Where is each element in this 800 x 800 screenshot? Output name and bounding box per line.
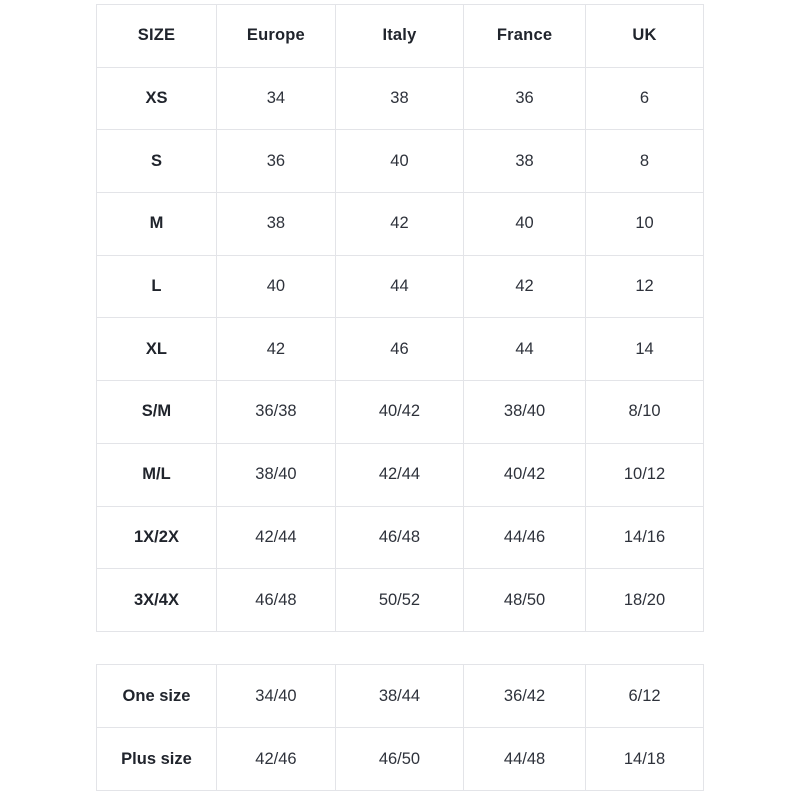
cell-italy: 40 bbox=[335, 130, 463, 193]
row-label: L bbox=[97, 255, 217, 318]
row-label: S/M bbox=[97, 381, 217, 444]
cell-europe: 34/40 bbox=[216, 665, 335, 728]
cell-france: 36/42 bbox=[464, 665, 586, 728]
cell-france: 36 bbox=[464, 67, 586, 130]
cell-europe: 34 bbox=[216, 67, 335, 130]
column-header-uk: UK bbox=[586, 5, 704, 68]
cell-europe: 36/38 bbox=[216, 381, 335, 444]
cell-uk: 10/12 bbox=[586, 443, 704, 506]
cell-europe: 38/40 bbox=[216, 443, 335, 506]
cell-france: 44 bbox=[464, 318, 586, 381]
cell-italy: 40/42 bbox=[335, 381, 463, 444]
table-row bbox=[97, 255, 704, 318]
cell-uk: 6 bbox=[586, 67, 704, 130]
cell-italy: 44 bbox=[335, 255, 463, 318]
cell-europe: 36 bbox=[216, 130, 335, 193]
cell-italy: 46/50 bbox=[335, 728, 463, 791]
cell-france: 40 bbox=[464, 193, 586, 256]
row-label: XL bbox=[97, 318, 217, 381]
cell-uk: 14/18 bbox=[586, 728, 704, 791]
cell-uk: 14/16 bbox=[586, 506, 704, 569]
cell-italy: 50/52 bbox=[335, 569, 463, 632]
cell-france: 44/46 bbox=[464, 506, 586, 569]
cell-europe: 42/44 bbox=[216, 506, 335, 569]
cell-france: 38/40 bbox=[464, 381, 586, 444]
cell-uk: 18/20 bbox=[586, 569, 704, 632]
table-row bbox=[97, 318, 704, 381]
row-label: XS bbox=[97, 67, 217, 130]
cell-europe: 42 bbox=[216, 318, 335, 381]
cell-italy: 42/44 bbox=[335, 443, 463, 506]
cell-europe: 42/46 bbox=[216, 728, 335, 791]
table-row bbox=[97, 665, 704, 728]
cell-france: 40/42 bbox=[464, 443, 586, 506]
row-label: One size bbox=[97, 665, 217, 728]
row-label: S bbox=[97, 130, 217, 193]
secondary-size-table bbox=[96, 664, 704, 791]
table-row bbox=[97, 381, 704, 444]
cell-uk: 12 bbox=[586, 255, 704, 318]
cell-italy: 38 bbox=[335, 67, 463, 130]
table-row bbox=[97, 569, 704, 632]
cell-france: 48/50 bbox=[464, 569, 586, 632]
secondary-size-table-body bbox=[97, 665, 704, 791]
main-size-table bbox=[96, 4, 704, 632]
cell-uk: 14 bbox=[586, 318, 704, 381]
table-header-row bbox=[97, 5, 704, 68]
table-row bbox=[97, 728, 704, 791]
row-label: 1X/2X bbox=[97, 506, 217, 569]
cell-europe: 38 bbox=[216, 193, 335, 256]
page-title bbox=[0, 21, 1, 22]
cell-france: 42 bbox=[464, 255, 586, 318]
table-row bbox=[97, 130, 704, 193]
row-label: M/L bbox=[97, 443, 217, 506]
main-size-table-body bbox=[97, 67, 704, 631]
cell-italy: 38/44 bbox=[335, 665, 463, 728]
row-label: M bbox=[97, 193, 217, 256]
cell-uk: 8 bbox=[586, 130, 704, 193]
cell-france: 44/48 bbox=[464, 728, 586, 791]
main-size-table-head bbox=[97, 5, 704, 68]
column-header-europe: Europe bbox=[216, 5, 335, 68]
row-label: Plus size bbox=[97, 728, 217, 791]
column-header-italy: Italy bbox=[335, 5, 463, 68]
column-header-france: France bbox=[464, 5, 586, 68]
table-row bbox=[97, 443, 704, 506]
row-label: 3X/4X bbox=[97, 569, 217, 632]
cell-italy: 42 bbox=[335, 193, 463, 256]
column-header-size: SIZE bbox=[97, 5, 217, 68]
cell-uk: 8/10 bbox=[586, 381, 704, 444]
cell-italy: 46 bbox=[335, 318, 463, 381]
main-size-table-container bbox=[96, 4, 704, 632]
cell-italy: 46/48 bbox=[335, 506, 463, 569]
cell-uk: 6/12 bbox=[586, 665, 704, 728]
cell-europe: 40 bbox=[216, 255, 335, 318]
cell-europe: 46/48 bbox=[216, 569, 335, 632]
secondary-size-table-container bbox=[96, 664, 704, 791]
cell-france: 38 bbox=[464, 130, 586, 193]
table-row bbox=[97, 506, 704, 569]
table-row bbox=[97, 67, 704, 130]
cell-uk: 10 bbox=[586, 193, 704, 256]
table-row bbox=[97, 193, 704, 256]
